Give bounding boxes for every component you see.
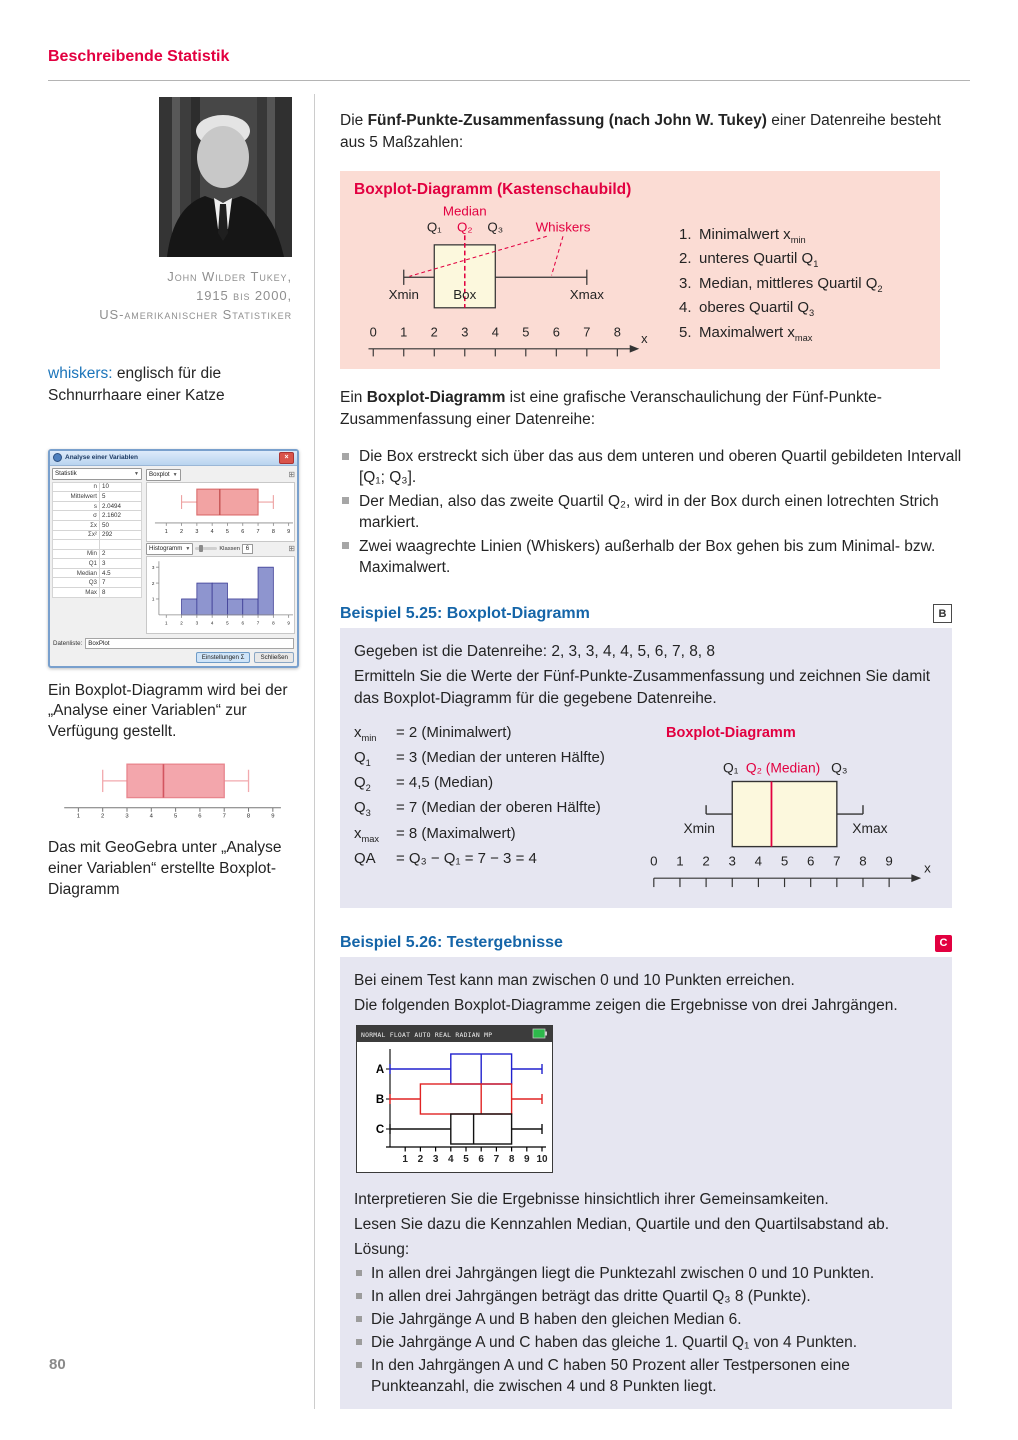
page-number: 80 <box>49 1356 66 1373</box>
statistics-table: n 10 Mittelwert 5 s 2.0494 σ 2.1602 Σx 50 Σx² 292 Min 2 Q1 3 Median 4.5 Q3 7 Max 8 <box>52 482 142 598</box>
chevron-down-icon: ▼ <box>172 471 178 478</box>
example-given: Gegeben ist die Datenreihe: 2, 3, 3, 4, 4, 5, 6, 7, 8, 8 <box>354 643 716 661</box>
calculator-screenshot <box>356 1025 553 1180</box>
svg-text:3: 3 <box>195 619 199 625</box>
median-label: Median <box>442 202 487 218</box>
svg-text:2: 2 <box>702 852 710 868</box>
definition-bullet: Die Box erstreckt sich über das aus dem unteren und oberen Quartil gebildeten Intervall [Q₁; Q₃]. <box>340 446 970 489</box>
example-5-25 <box>340 604 952 908</box>
bullet-square-icon <box>356 1270 362 1276</box>
svg-text:2: 2 <box>430 323 438 339</box>
svg-text:2: 2 <box>180 528 184 535</box>
example-text: Die folgenden Boxplot-Diagramme zeigen die Ergebnisse von drei Jahrgängen. <box>354 996 898 1014</box>
sidebar-boxplot-caption: Das mit GeoGebra unter „Analyse einer Variablen“ erstellte Boxplot-Diagramm <box>48 838 282 898</box>
calculator-statusbar: NORMAL FLOAT AUTO REAL RADIAN MP <box>361 1030 493 1039</box>
svg-text:1: 1 <box>402 1153 408 1165</box>
definition-block <box>340 387 970 579</box>
statistik-dropdown[interactable] <box>52 468 142 480</box>
svg-text:8: 8 <box>613 323 621 339</box>
battery-icon <box>533 1029 545 1038</box>
tukey-photo <box>159 97 292 262</box>
solution-bullet: In den Jahrgängen A und C haben 50 Prozent aller Testpersonen eine Punkteanzahl, die zwischen 4 und 8 Punkten liegt. <box>354 1355 938 1398</box>
svg-text:5: 5 <box>226 619 229 625</box>
xmin-label: Xmin <box>388 286 419 302</box>
svg-text:5: 5 <box>522 323 530 339</box>
difficulty-badge-c: C <box>935 935 952 952</box>
caption-line: US-amerikanischer Statistiker <box>99 306 292 322</box>
solution-bullet: In allen drei Jahrgängen beträgt das dritte Quartil Q₃ 8 (Punkte). <box>354 1286 938 1307</box>
histogram-dropdown-label: Histogramm <box>149 545 183 553</box>
svg-text:6: 6 <box>806 852 815 868</box>
equation: QA = Q₃ − Q₁ = 7 − 3 = 4 <box>354 849 537 867</box>
svg-text:8: 8 <box>859 852 867 868</box>
svg-text:1: 1 <box>165 619 168 625</box>
intro-pre: Die <box>340 111 368 129</box>
list-item: 5. Maximalwert $x_{max}$ <box>679 323 813 343</box>
svg-text:7: 7 <box>256 528 260 535</box>
svg-text:1: 1 <box>400 323 408 339</box>
boxplot-infobox <box>340 171 940 369</box>
xmax-label: Xmax <box>852 819 888 836</box>
equation: $Q_3$ = 7 (Median der oberen Hälfte) <box>354 799 601 819</box>
svg-text:4: 4 <box>210 619 214 625</box>
svg-text:2: 2 <box>180 619 183 625</box>
svg-text:0: 0 <box>650 852 658 868</box>
svg-text:6: 6 <box>241 528 245 535</box>
svg-text:7: 7 <box>493 1153 500 1165</box>
chapter-header: Beschreibende Statistik <box>48 48 230 65</box>
svg-text:5: 5 <box>173 813 178 820</box>
example-5-26 <box>340 934 952 1409</box>
geogebra-stats-pane <box>52 468 144 634</box>
solution-bullet: Die Jahrgänge A und C haben das gleiche 1. Quartil Q₁ von 4 Punkten. <box>354 1332 938 1353</box>
svg-text:4: 4 <box>754 852 763 868</box>
svg-text:9: 9 <box>524 1153 530 1165</box>
svg-text:3: 3 <box>195 528 199 535</box>
svg-text:6: 6 <box>552 323 560 339</box>
equation: $Q_2$ = 4,5 (Median) <box>354 774 494 794</box>
photo-caption <box>48 268 292 325</box>
svg-text:10: 10 <box>536 1153 548 1165</box>
geogebra-icon <box>53 453 62 462</box>
equation: $x_{min}$ = 2 (Minimalwert) <box>354 724 512 744</box>
svg-text:4: 4 <box>448 1153 454 1165</box>
svg-text:3: 3 <box>728 852 736 868</box>
datenliste-label: Datenliste: <box>53 639 83 647</box>
svg-text:1: 1 <box>76 813 81 820</box>
header-rule <box>48 80 970 81</box>
boxplot-schema-figure <box>354 201 669 365</box>
klassen-label: Klassen <box>219 545 240 552</box>
svg-text:9: 9 <box>287 619 290 625</box>
histogram-dropdown[interactable] <box>146 543 193 555</box>
chevron-down-icon: ▼ <box>134 470 139 477</box>
geogebra-titlebar <box>50 451 297 466</box>
q3-label: Q₃ <box>487 219 504 235</box>
difficulty-badge-b: B <box>933 604 952 623</box>
intro-bold: Fünf-Punkte-Zusammenfassung (nach John W. Tukey) <box>367 111 767 129</box>
svg-text:7: 7 <box>222 813 226 820</box>
whiskers-term: whiskers: <box>48 364 113 382</box>
grid-icon[interactable]: ⊞ <box>288 469 295 479</box>
example-body <box>340 957 952 1409</box>
series-a-label: A <box>375 1063 385 1076</box>
svg-text:7: 7 <box>833 852 841 868</box>
svg-text:6: 6 <box>241 619 245 625</box>
svg-text:4: 4 <box>491 323 499 339</box>
definition-bullet: Der Median, also das zweite Quartil Q₂, wird in der Box durch einen lotrechten Strich markiert. <box>340 491 970 534</box>
q2-median-label: Q₂ (Median) <box>745 759 821 776</box>
xmin-label: Xmin <box>683 819 715 836</box>
q2-label: Q₂ <box>457 219 473 235</box>
svg-text:4: 4 <box>149 813 153 820</box>
example-task: Lesen Sie dazu die Kennzahlen Median, Quartile und den Quartilsabstand ab. <box>354 1216 890 1234</box>
list-item: 2. unteres Quartil $Q_1$ <box>679 250 819 269</box>
list-item: 1. Minimalwert $x_{min}$ <box>679 225 806 245</box>
example-task: Interpretieren Sie die Ergebnisse hinsichtlich ihrer Gemeinsamkeiten. <box>354 1191 829 1209</box>
xmax-label: Xmax <box>569 286 604 302</box>
svg-text:2: 2 <box>417 1153 424 1165</box>
geogebra-caption: Ein Boxplot-Diagramm wird bei der „Analyse einer Variablen“ zur Verfügung gestellt. <box>48 681 288 741</box>
svg-text:1: 1 <box>151 596 155 602</box>
solution-bullet: Die Jahrgänge A und B haben den gleichen Median 6. <box>354 1309 938 1330</box>
bullet-square-icon <box>342 542 349 549</box>
geogebra-body <box>50 466 297 636</box>
svg-text:9: 9 <box>271 813 275 820</box>
whiskers-margin-note <box>48 363 292 407</box>
svg-text:9: 9 <box>885 852 893 868</box>
whiskers-label: Whiskers <box>535 219 591 235</box>
boxplot-dropdown[interactable] <box>146 469 181 481</box>
example-task: Ermitteln Sie die Werte der Fünf-Punkte-Zusammenfassung und zeichnen Sie damit das Boxplot-Diagramm für die gegebene Datenreihe. <box>354 667 931 707</box>
svg-text:5: 5 <box>463 1153 469 1165</box>
svg-text:7: 7 <box>583 323 591 339</box>
bullet-square-icon <box>356 1362 362 1368</box>
bullet-square-icon <box>356 1316 362 1322</box>
series-b-label: B <box>375 1093 385 1106</box>
svg-text:4: 4 <box>210 528 214 535</box>
box-label: Box <box>453 286 477 302</box>
svg-text:0: 0 <box>369 323 377 339</box>
svg-text:8: 8 <box>246 813 251 820</box>
bullet-square-icon <box>342 453 349 460</box>
whiskers-text: englisch für die Schnurrhaare einer Katze <box>48 364 225 404</box>
five-number-list <box>669 201 926 365</box>
example-title: Beispiel 5.26: Testergebnisse <box>340 934 563 952</box>
solution-bullet: In allen drei Jahrgängen liegt die Punktezahl zwischen 0 und 10 Punkten. <box>354 1263 938 1284</box>
svg-text:2: 2 <box>101 813 105 820</box>
boxplot-toolbar <box>146 469 295 481</box>
svg-text:5: 5 <box>780 852 789 868</box>
intro-paragraph <box>340 110 970 154</box>
example-text: Bei einem Test kann man zwischen 0 und 10 Punkten erreichen. <box>354 972 795 990</box>
caption-line: John Wilder Tukey, <box>167 269 292 284</box>
histogram-toolbar <box>146 543 295 555</box>
geogebra-bottom-bar <box>50 636 297 666</box>
list-item: 4. oberes Quartil $Q_3$ <box>679 299 815 318</box>
geogebra-plots-pane <box>146 468 295 634</box>
caption-line: 1915 bis 2000, <box>196 287 292 303</box>
svg-text:8: 8 <box>508 1153 515 1165</box>
example-body <box>340 628 952 908</box>
main-column <box>314 94 970 1409</box>
geogebra-window <box>48 449 299 668</box>
klassen-slider[interactable] <box>195 547 217 550</box>
example-boxplot-figure <box>640 721 938 898</box>
bullet-square-icon <box>356 1293 362 1299</box>
solution-equations <box>354 721 640 898</box>
example-title: Beispiel 5.25: Boxplot-Diagramm <box>340 604 590 622</box>
list-item: 3. Median, mittleres Quartil $Q_2$ <box>679 274 883 294</box>
equation: $Q_1$ = 3 (Median der unteren Hälfte) <box>354 749 605 769</box>
chevron-down-icon: ▼ <box>185 545 191 552</box>
q1-label: Q₁ <box>426 219 442 235</box>
einstellungen-button[interactable]: Einstellungen Σ <box>196 652 251 663</box>
geogebra-boxplot-panel <box>146 482 295 542</box>
svg-text:1: 1 <box>676 852 684 868</box>
klassen-value-field[interactable]: 6 <box>242 544 253 554</box>
bullet-square-icon <box>342 497 349 504</box>
datenliste-input[interactable]: BoxPlot <box>85 638 294 649</box>
geogebra-window-title: Analyse einer Variablen <box>65 454 138 462</box>
geogebra-histogram-panel <box>146 556 295 634</box>
series-c-label: C <box>375 1123 385 1136</box>
equation: $x_{max}$ = 8 (Maximalwert) <box>354 824 516 844</box>
svg-text:3: 3 <box>461 323 469 339</box>
margin-column <box>48 94 295 916</box>
svg-text:9: 9 <box>287 528 291 535</box>
statistik-dropdown-label: Statistik <box>55 470 77 478</box>
sidebar-boxplot-figure <box>48 759 292 825</box>
svg-text:8: 8 <box>272 619 275 625</box>
q1-label: Q₁ <box>723 759 739 776</box>
svg-text:1: 1 <box>164 528 168 535</box>
boxplot-dropdown-label: Boxplot <box>149 471 170 479</box>
svg-text:3: 3 <box>432 1153 439 1165</box>
definition-paragraph: Ein Boxplot-Diagramm ist eine grafische Veranschaulichung der Fünf-Punkte-Zusammenfassung einer Datenreihe: <box>340 388 882 428</box>
svg-text:3: 3 <box>151 564 155 570</box>
axis-variable-label: x <box>641 330 648 346</box>
bullet-square-icon <box>356 1339 362 1345</box>
grid-icon[interactable]: ⊞ <box>288 543 295 553</box>
infobox-title: Boxplot-Diagramm (Kastenschaubild) <box>354 180 632 198</box>
schliessen-button[interactable]: Schließen <box>254 652 294 663</box>
close-icon[interactable]: × <box>279 452 294 464</box>
intro-post: einer Datenreihe besteht aus 5 Maßzahlen: <box>340 111 941 151</box>
definition-bullet: Zwei waagrechte Linien (Whiskers) außerhalb der Box gehen bis zum Minimal- bzw. Maximalwert. <box>340 536 970 579</box>
svg-text:2: 2 <box>151 580 155 586</box>
svg-text:3: 3 <box>125 813 129 820</box>
axis-variable-label: x <box>924 859 931 875</box>
svg-text:7: 7 <box>256 619 260 625</box>
svg-text:6: 6 <box>198 813 202 820</box>
content <box>48 94 970 1409</box>
q3-label: Q₃ <box>831 759 848 776</box>
solution-label: Lösung: <box>354 1240 410 1258</box>
svg-text:5: 5 <box>225 528 229 535</box>
figure-title: Boxplot-Diagramm <box>666 725 796 742</box>
svg-text:6: 6 <box>478 1153 484 1165</box>
svg-text:8: 8 <box>271 528 275 535</box>
